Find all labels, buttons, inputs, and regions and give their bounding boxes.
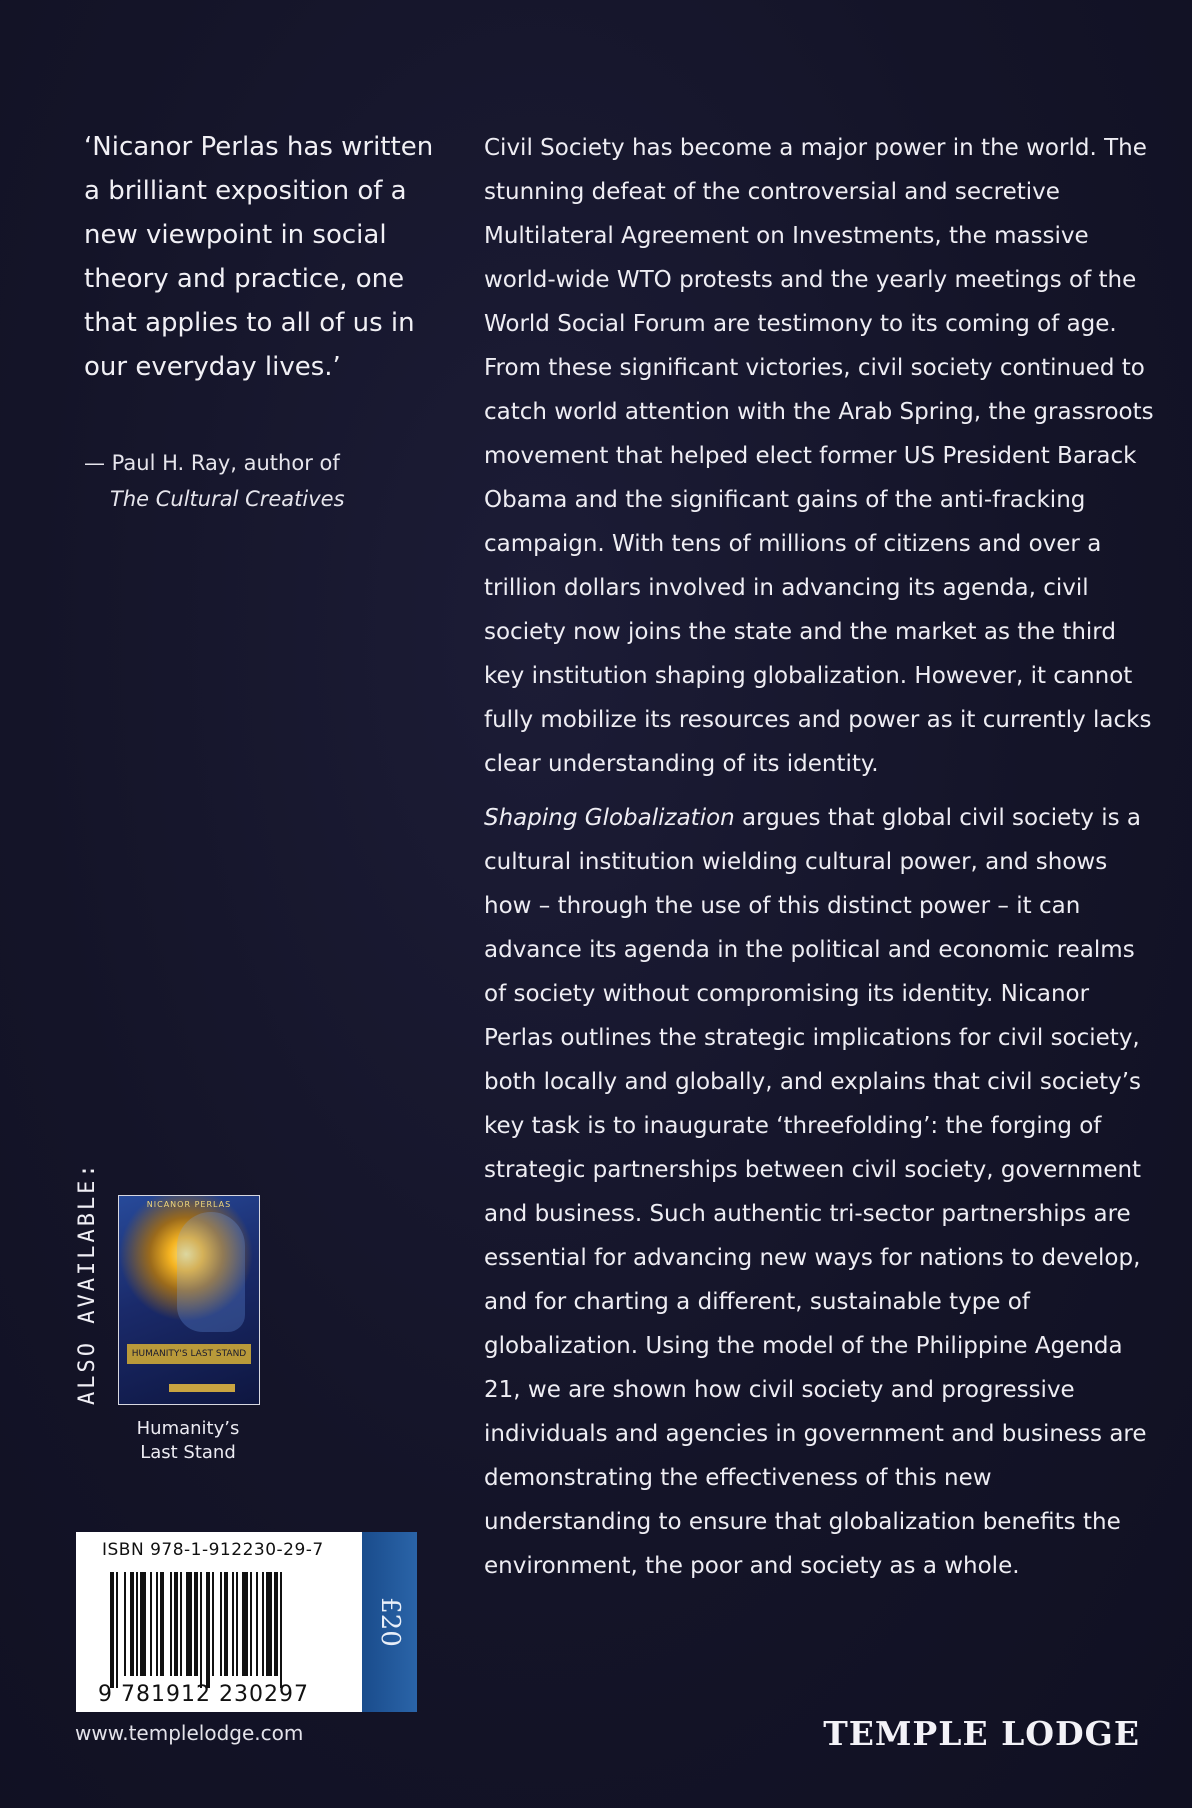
description-paragraph-1: Civil Society has become a major power in the world. The stunning defeat of the controversial and secretive Multilateral Agreement on Investments, the massive world-wide WTO protests and the yearly meetings of the World Social Forum are testimony to its coming of age. From these significant victories, civil society continued to catch world attention with the Arab Spring, the grassroots movement that helped elect former US President Barack Obama and the significant gains of the anti-fracking campaign. With tens of millions of citizens and over a trillion dollars involved in advancing its agenda, civil society now joins the state and the market as the third key institution shaping globalization. However, it cannot fully mobilize its resources and power as it currently lacks clear understanding of its identity.	[484, 135, 1154, 777]
barcode-bar	[280, 1572, 282, 1688]
book-title-italic: Shaping Globalization	[484, 805, 735, 831]
barcode-panel	[76, 1532, 362, 1712]
barcode-bar	[140, 1572, 146, 1676]
review-quote: ‘Nicanor Perlas has written a brilliant exposition of a new viewpoint in social theory and practice, one that applies to all of us in our everyday lives.’	[84, 132, 434, 382]
barcode-bar	[206, 1572, 210, 1688]
barcode-bar	[266, 1572, 272, 1676]
barcode-bar	[200, 1572, 202, 1688]
also-available-label: ALSO AVAILABLE:	[75, 1161, 100, 1405]
cover-band	[169, 1384, 235, 1392]
barcode-bar	[250, 1572, 252, 1676]
barcode-bar	[224, 1572, 228, 1676]
attribution-author: — Paul H. Ray, author of	[84, 451, 340, 475]
barcode-bar	[160, 1572, 164, 1676]
also-available-caption	[118, 1417, 258, 1465]
barcode-bar	[242, 1572, 248, 1676]
attribution-book: The Cultural Creatives	[110, 487, 345, 511]
barcode-bar	[274, 1572, 278, 1676]
cover-head-silhouette	[177, 1212, 245, 1332]
barcode-bars	[110, 1572, 355, 1676]
barcode-bar	[212, 1572, 214, 1676]
cover-author: NICANOR PERLAS	[146, 1200, 232, 1209]
quote-attribution	[84, 445, 345, 517]
barcode-bar	[116, 1572, 118, 1688]
caption-line-1: Humanity’s	[136, 1418, 240, 1439]
price-text: £20	[374, 1597, 405, 1647]
description-paragraph-2	[484, 796, 1154, 1588]
description-paragraph-2-text: argues that global civil society is a cultural institution wielding cultural power, and shows how – through the use of this distinct power – it can advance its agenda in the political and economic realms of society without compromising its identity. Nicanor Perlas outlines the strategic implications for civil society, both locally and globally, and explains that civil society’s key task is to inaugurate ‘threefolding’: the forging of strategic partnerships between civil society, government and business. Such authentic tri-sector partnerships are essential for advancing new ways for nations to develop, and for charting a different, sustainable type of globalization. Using the model of the Philippine Agenda 21, we are shown how civil society and progressive individuals and agencies in government and business are demonstrating the effectiveness of this new understanding to ensure that globalization benefits the environment, the poor and society as a whole.	[484, 805, 1147, 1579]
barcode-bar	[136, 1572, 138, 1676]
barcode-bar	[220, 1572, 222, 1676]
also-available-cover	[118, 1195, 260, 1405]
barcode-bar	[256, 1572, 258, 1676]
book-description	[484, 126, 1154, 1588]
barcode-bar	[130, 1572, 134, 1676]
barcode-digits: 9 781912 230297	[98, 1682, 309, 1707]
barcode-bar	[180, 1572, 182, 1676]
cover-title: HUMANITY'S LAST STAND	[127, 1344, 251, 1364]
barcode-bar	[156, 1572, 158, 1676]
barcode-bar	[186, 1572, 192, 1676]
barcode-bar	[262, 1572, 264, 1676]
price-panel	[362, 1532, 417, 1712]
barcode-bar	[232, 1572, 234, 1676]
publisher-website[interactable]: www.templelodge.com	[75, 1721, 304, 1745]
barcode-bar	[174, 1572, 178, 1676]
barcode-bar	[194, 1572, 198, 1676]
barcode-bar	[170, 1572, 172, 1676]
caption-line-2: Last Stand	[140, 1442, 236, 1463]
barcode-bar	[150, 1572, 152, 1676]
barcode-bar	[124, 1572, 126, 1676]
isbn-text: ISBN 978-1-912230-29-7	[102, 1540, 324, 1560]
barcode-bar	[110, 1572, 114, 1688]
barcode-bar	[236, 1572, 238, 1676]
publisher-logo: TEMPLE LODGE	[823, 1714, 1140, 1753]
